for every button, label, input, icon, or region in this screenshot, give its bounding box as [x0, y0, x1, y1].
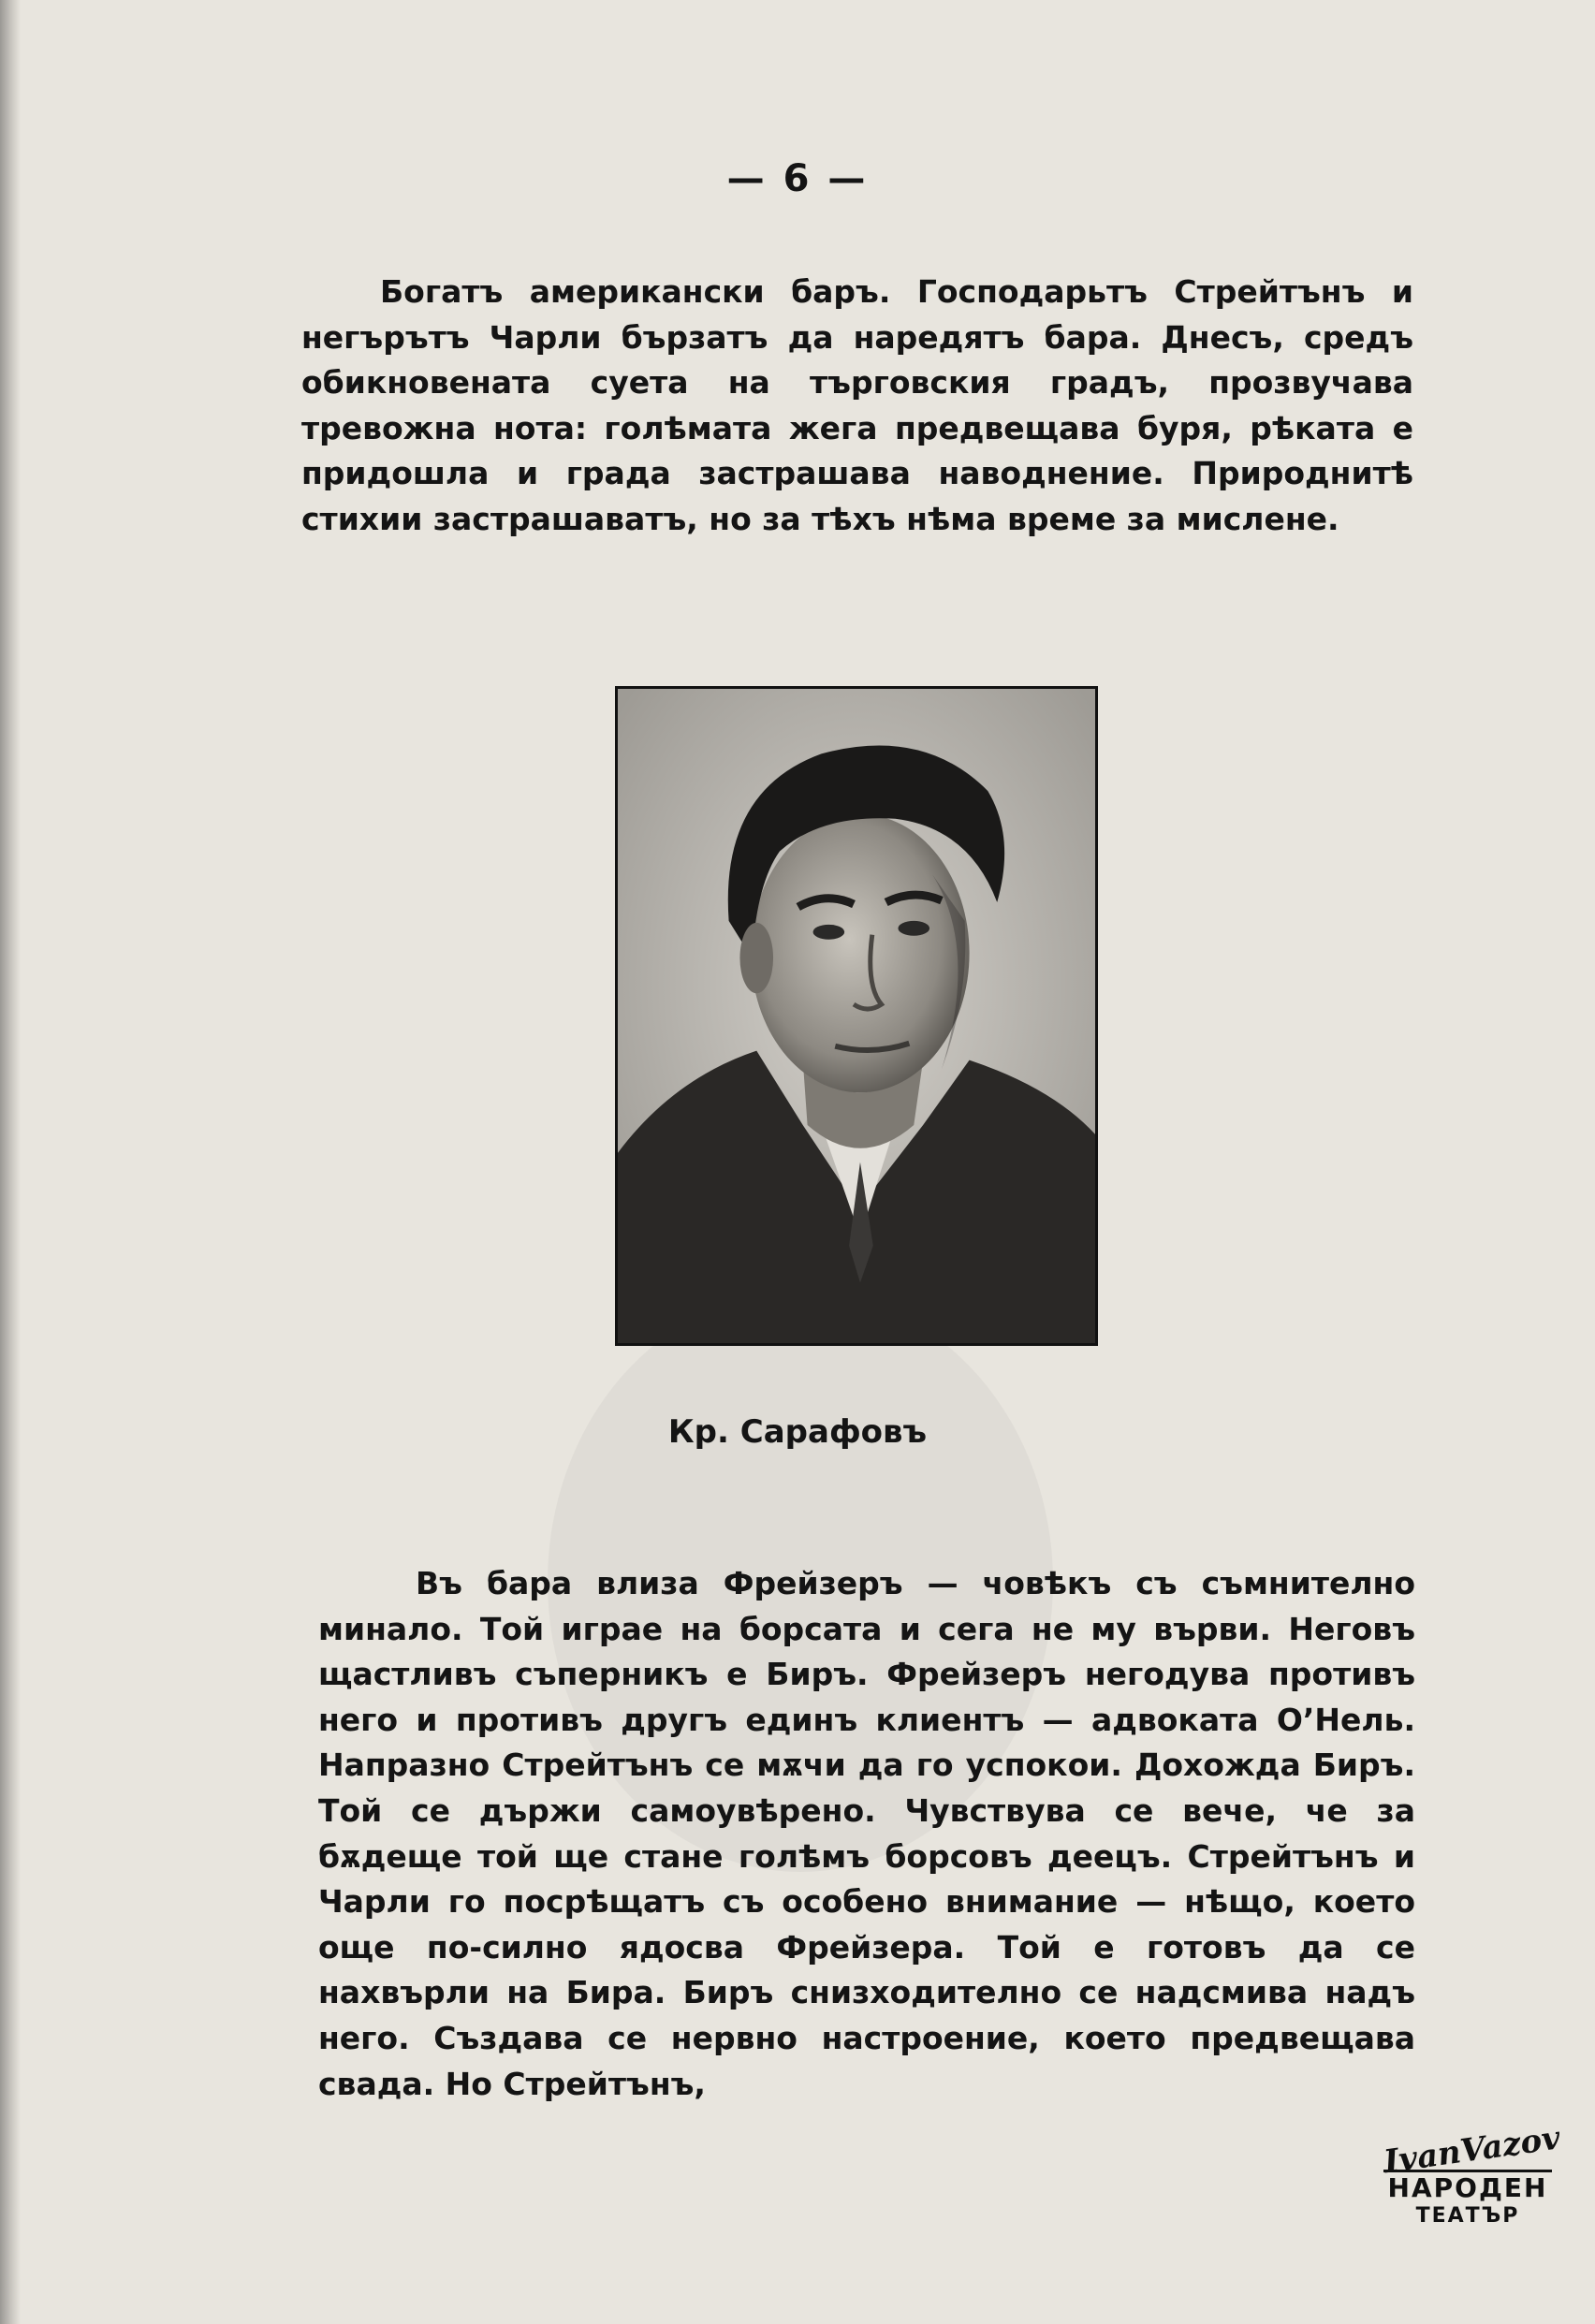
- page-number: — 6 —: [726, 157, 869, 200]
- actor-portrait-photo: [615, 686, 1098, 1346]
- logo-line-1: НАРОДЕН: [1383, 2170, 1552, 2202]
- portrait-photo-graphic: [618, 689, 1095, 1343]
- synopsis-paragraph-2: Въ бара влиза Фрейзеръ — човѣкъ съ съмнително минало. Той играе на борсата и сега не му върви. Неговъ щастливъ съперникъ е Биръ. Фрейзеръ негодува противъ него и противъ другъ единъ клиентъ — адвоката О’Нель. Напразно Стрейтънъ се мѫчи да го успокои. Дохожда Биръ. Той се държи самоувѣрено. Чувствува се вече, че за бѫдеще той ще стане голѣмъ борсовъ деецъ. Стрейтънъ и Чарли го посрѣщатъ съ особено внимание — нѣщо, което още по-силно ядосва Фрейзера. Той е готовъ да се нахвърли на Бира. Биръ снизходително се надсмива надъ него. Създава се нервно настроение, което предвещава свада. Но Стрейтънъ,: [318, 1565, 1415, 2102]
- synopsis-paragraph-1: Богатъ американски баръ. Господарьтъ Стрейтънъ и негърътъ Чарли бързатъ да наредятъ бара. Днесъ, средъ обикновената суета на търговския градъ, прозвучава тревожна нота: голѣмата жега предвещава буря, рѣката е придошла и града застрашава наводнение. Природнитѣ стихии застрашаватъ, но за тѣхъ нѣма време за мислене.: [301, 273, 1413, 537]
- photo-caption: Кр. Сарафовъ: [667, 1413, 928, 1451]
- logo-line-2: ТЕАТЪР: [1415, 2204, 1520, 2228]
- national-theatre-stamp-logo: [1382, 2119, 1563, 2284]
- page-binding-edge: [0, 0, 21, 2324]
- logo-signature: IvanVazov: [1382, 2119, 1563, 2182]
